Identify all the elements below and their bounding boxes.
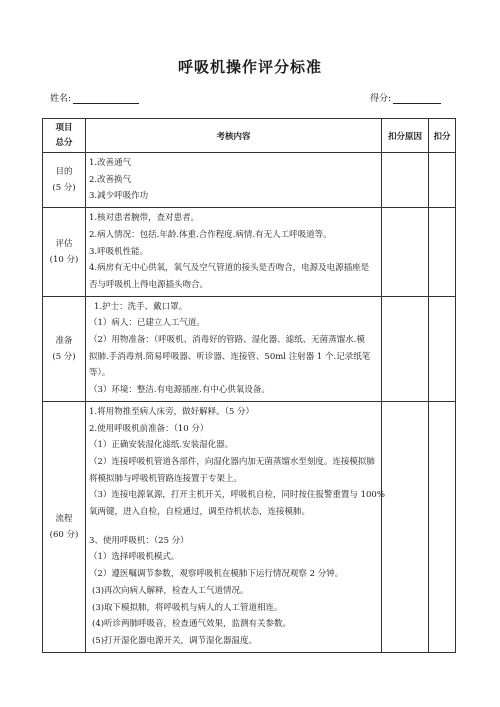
row-procedure: [43, 401, 456, 652]
score-blank[interactable]: [393, 92, 441, 104]
content-line: （2）用物准备：（呼吸机、消毒好的管路、湿化器、滤纸、无菌蒸馏水.模: [89, 335, 365, 346]
row-preparation-name: 准备: [55, 335, 73, 346]
content-line: （2）遵医嘱调节参数，观察呼吸机在模肺下运行情况观察 2 分钟。: [89, 569, 344, 580]
content-line: (5)打开湿化器电源开关，调节湿化器温度。: [92, 635, 258, 646]
row-assessment-points: (10 分): [49, 254, 79, 265]
row-procedure-name: 流程: [55, 513, 73, 524]
content-line: 氧两键，进入自检，自检通过，调至待机状态，连接模肺。: [89, 507, 311, 518]
header-item-line2: 总分: [55, 137, 73, 148]
content-line: (3)再次向病人解释，检查人工气道情况。: [92, 585, 249, 596]
content-line: (3)取下模拟肺，将呼吸机与病人的人工管道相连。: [92, 602, 283, 613]
content-line: 2.病人情况：包括.年龄.体重.合作程度.病情.有无人工呼吸道等。: [89, 229, 332, 240]
content-line: 3、使用呼吸机：（25 分）: [89, 535, 189, 546]
content-line: （3）连接电源氧源，打开主机开关，呼吸机自检，同时按住报警重置与 100%: [89, 490, 385, 501]
scoring-table: [42, 118, 456, 653]
row-purpose: [43, 153, 456, 208]
deduct-cell[interactable]: [429, 296, 456, 401]
content-line: （1）病人：已建立人工气道。: [89, 318, 205, 329]
content-line: 否与呼吸机上得电源插头吻合。: [89, 279, 209, 290]
deduct-reason-cell[interactable]: [382, 296, 429, 401]
content-line: 1.将用物推至病人床旁，做好解释。（5 分）: [89, 406, 254, 417]
deduct-reason-cell[interactable]: [382, 208, 429, 297]
row-purpose-points: (5 分): [52, 183, 76, 194]
content-line: (4)听诊两肺呼吸音，检查通气效果，监测有关参数。: [92, 619, 292, 630]
deduct-reason-cell[interactable]: [382, 153, 429, 208]
name-field: [50, 91, 139, 104]
content-line: 将模拟肺与呼吸机管路连接置于专架上。: [89, 473, 243, 484]
header-content: 考核内容: [86, 119, 382, 153]
header-item-line1: 项目: [55, 122, 73, 133]
name-blank[interactable]: [73, 92, 139, 104]
row-procedure-content: [86, 401, 385, 652]
header-deduct-reason: 扣分原因: [382, 119, 429, 153]
content-line: （1）正确安装湿化滤纸.安装湿化器。: [89, 440, 234, 451]
row-purpose-content: [86, 153, 382, 208]
header-deduct: 扣分: [429, 119, 456, 153]
content-line: 拟肺.手消毒剂.简易呼吸器、听诊器、连接管、50ml 注射器 1 个.记录纸笔: [89, 351, 371, 362]
content-line: 2.使用呼吸机前准备：（10 分）: [89, 423, 209, 434]
row-purpose-name: 目的: [55, 167, 73, 178]
row-purpose-category: [43, 153, 86, 208]
name-label: 姓名:: [50, 94, 72, 104]
content-line: 1.改善通气: [89, 158, 132, 168]
content-line: （1）选择呼吸机模式。: [89, 552, 180, 563]
deduct-cell[interactable]: [429, 401, 456, 652]
score-field: [370, 91, 441, 104]
deduct-cell[interactable]: [429, 153, 456, 208]
content-line: （3）环境：整洁.有电源插座.有中心供氧设备。: [89, 385, 270, 396]
content-line: 2.改善换气: [89, 174, 132, 185]
spacer: [89, 521, 379, 533]
deduct-reason-cell[interactable]: [382, 401, 429, 652]
header-item: [43, 119, 86, 153]
row-procedure-category: [43, 401, 86, 652]
content-line: 1.核对患者腕带，查对患者。: [89, 213, 200, 224]
row-preparation: [43, 296, 456, 401]
score-label: 得分:: [370, 94, 392, 104]
row-assessment-name: 评估: [55, 238, 73, 249]
content-line: 等）。: [89, 368, 111, 379]
row-preparation-category: [43, 296, 86, 401]
content-line: 3.呼吸机性能。: [89, 246, 149, 257]
row-assessment-content: [86, 208, 382, 297]
row-assessment-category: [43, 208, 86, 297]
row-preparation-points: (5 分): [52, 351, 76, 362]
deduct-cell[interactable]: [429, 208, 456, 297]
content-line: 1.护士：洗手、戴口罩。: [94, 301, 188, 312]
row-procedure-points: (60 分): [49, 529, 79, 540]
page-title: 呼吸机操作评分标准: [177, 58, 322, 76]
row-preparation-content: [86, 296, 382, 401]
content-line: （2）连接呼吸机管道各部件，向湿化器内加无菌蒸馏水至刻度。连接模拟肺: [89, 456, 375, 467]
row-assessment: [43, 208, 456, 297]
content-line: 3.减少呼吸作功: [89, 191, 149, 202]
header-row: [43, 119, 456, 153]
content-line: 4.病房有无中心供氧，氧气及空气管道的接头是否吻合，电源及电源插座是: [89, 263, 370, 274]
